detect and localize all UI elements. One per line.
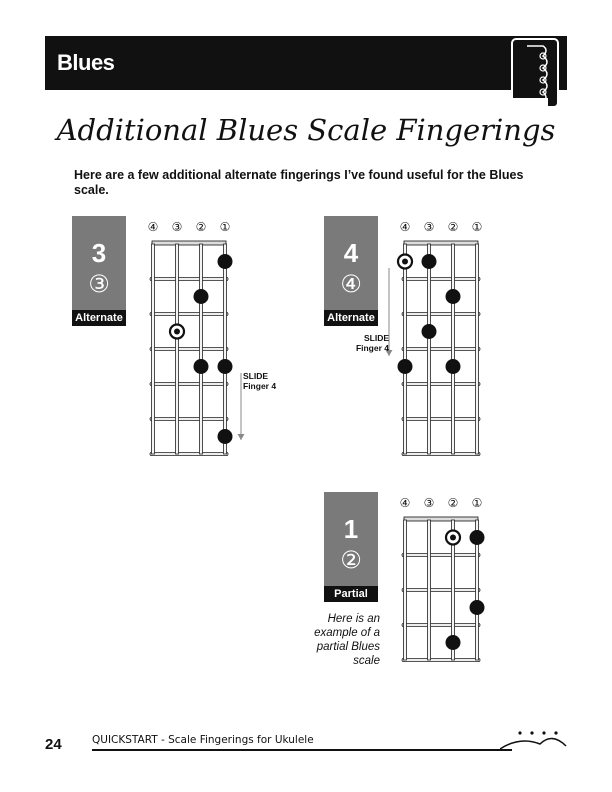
intro-paragraph: Here are a few additional alternate fingerings I’ve found useful for the Blues scale.: [74, 168, 524, 197]
fingering-label: Alternate: [324, 310, 378, 326]
string-line: [176, 244, 179, 454]
string-number-label: ②: [195, 220, 207, 234]
string-number-label: ④: [399, 496, 411, 510]
string-line: [428, 520, 431, 660]
fingering-box-4: [324, 216, 378, 326]
finger-dot: [446, 359, 461, 374]
finger-dot: [218, 254, 233, 269]
fret-line: [150, 347, 228, 350]
fret-line: [402, 277, 480, 280]
string-circle: ②: [340, 546, 362, 574]
slide-arrowhead: [238, 434, 245, 440]
fingering-number: 4: [343, 238, 359, 268]
fingering-box-1: [324, 492, 378, 602]
string-line: [404, 520, 407, 660]
fret-line: [150, 382, 228, 385]
fingering-number: 1: [343, 514, 359, 544]
fret-line: [402, 658, 480, 661]
fret-line: [402, 553, 480, 556]
string-number-label: ③: [423, 220, 435, 234]
finger-dot: [194, 359, 209, 374]
page-title: Additional Blues Scale Fingerings: [56, 113, 556, 147]
string-number-label: ③: [171, 220, 183, 234]
finger-dot: [218, 359, 233, 374]
fretboard-diagram-1: [392, 494, 502, 674]
fingering-label: Partial: [324, 586, 378, 602]
string-number-label: ②: [447, 220, 459, 234]
fret-line: [150, 417, 228, 420]
slide-label: SLIDE: [243, 371, 269, 381]
fret-line: [402, 347, 480, 350]
finger-dot: [398, 359, 413, 374]
string-number-label: ①: [471, 496, 483, 510]
string-number-label: ④: [147, 220, 159, 234]
fret-line: [402, 623, 480, 626]
fret-line: [402, 417, 480, 420]
finger-dot: [218, 429, 233, 444]
partial-note: [300, 612, 380, 668]
string-line: [224, 244, 227, 454]
finger-dot: [446, 635, 461, 650]
fingering-number: 3: [91, 238, 107, 268]
string-number-label: ④: [399, 220, 411, 234]
finger-dot: [422, 254, 437, 269]
fingering-label: Alternate: [72, 310, 126, 326]
note-line: Here is an: [327, 613, 380, 625]
finger-dot: [194, 289, 209, 304]
nut-line: [404, 517, 478, 521]
fret-line: [402, 452, 480, 455]
string-line: [404, 244, 407, 454]
fret-line: [150, 452, 228, 455]
string-line: [428, 244, 431, 454]
footer-divider: [92, 749, 512, 751]
fret-line: [150, 277, 228, 280]
section-header-bar: [45, 36, 567, 90]
note-line: example of a: [314, 627, 380, 639]
root-note-center: [174, 329, 180, 335]
finger-dot: [446, 289, 461, 304]
string-line: [200, 244, 203, 454]
note-line: partial Blues: [316, 641, 380, 653]
string-circle: ③: [88, 270, 110, 298]
root-note-center: [402, 259, 408, 265]
string-number-label: ①: [219, 220, 231, 234]
finger-dot: [470, 530, 485, 545]
fretboard-diagram-3: [140, 218, 277, 468]
note-line: scale: [353, 655, 380, 667]
finger-dot: [470, 600, 485, 615]
string-line: [476, 244, 479, 454]
slide-finger-label: Finger 4: [355, 343, 389, 353]
slide-label: SLIDE: [363, 333, 389, 343]
fret-line: [402, 382, 480, 385]
slide-finger-label: Finger 4: [243, 381, 277, 391]
string-number-label: ③: [423, 496, 435, 510]
fret-line: [402, 588, 480, 591]
finger-dot: [422, 324, 437, 339]
nut-line: [152, 241, 226, 245]
footer-ukulele-icon: [500, 728, 570, 758]
nut-line: [404, 241, 478, 245]
fingering-box-3: [72, 216, 126, 326]
page-number: 24: [45, 736, 62, 753]
string-line: [152, 244, 155, 454]
string-number-label: ②: [447, 496, 459, 510]
string-circle: ④: [340, 270, 362, 298]
fret-line: [402, 312, 480, 315]
root-note-center: [450, 535, 456, 541]
footer-title: QUICKSTART - Scale Fingerings for Ukulele: [92, 734, 314, 746]
fret-line: [150, 312, 228, 315]
fretboard-diagram-4: [355, 218, 502, 468]
section-title: Blues: [57, 50, 115, 75]
string-number-label: ①: [471, 220, 483, 234]
string-line: [452, 244, 455, 454]
